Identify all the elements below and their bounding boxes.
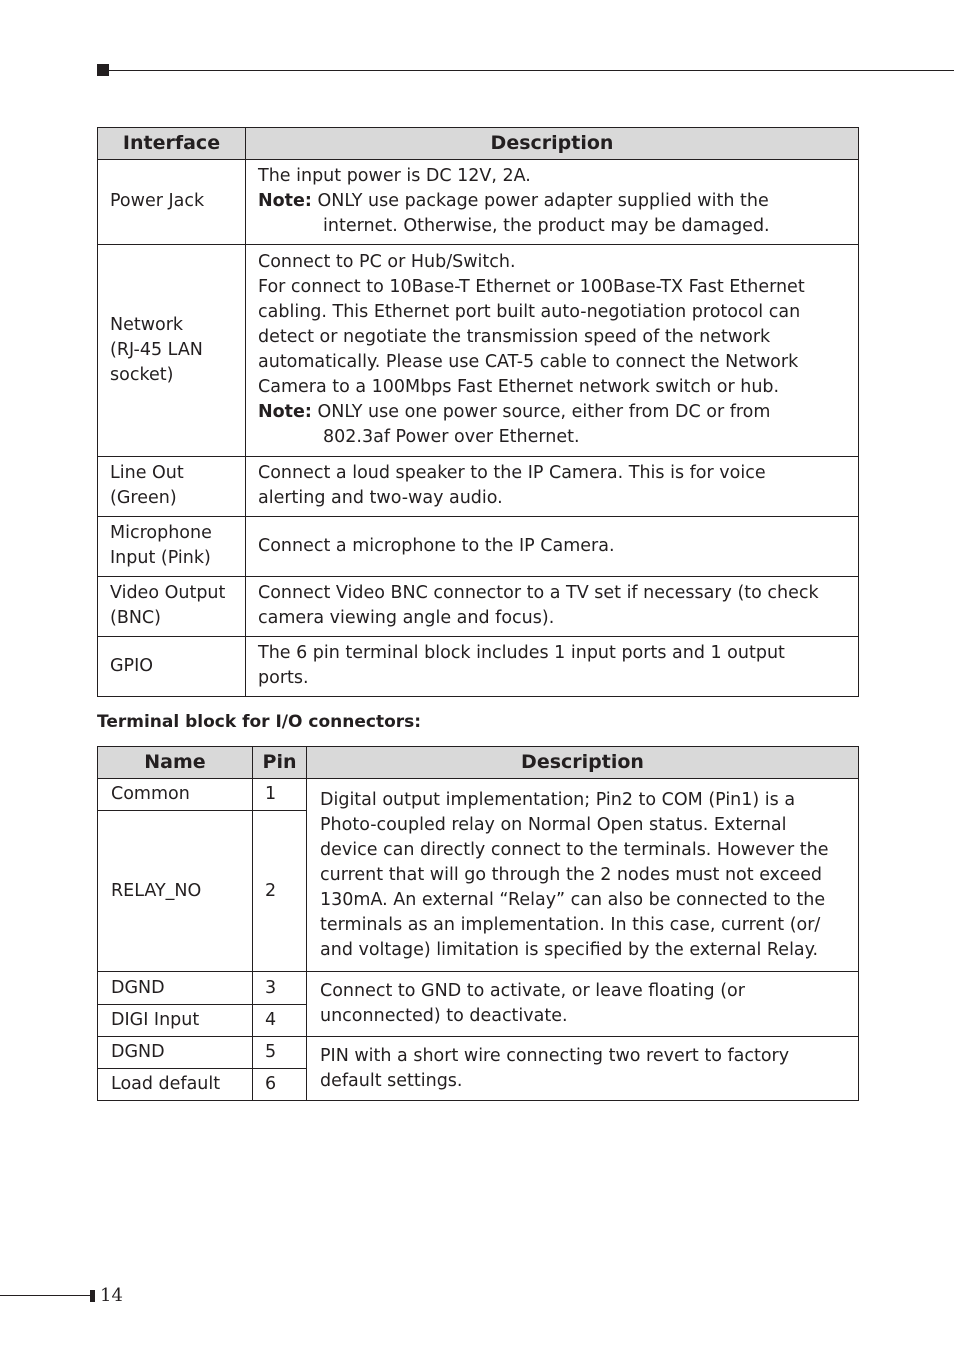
interface-description: [246, 245, 859, 457]
header-name: Name: [98, 747, 253, 779]
pin-number: 1: [253, 779, 307, 811]
table-row: [98, 577, 859, 637]
desc-line: Connect a microphone to the IP Camera.: [258, 535, 615, 556]
pin-number: 5: [253, 1037, 307, 1069]
desc-line: Photo-coupled relay on Normal Open status. External: [320, 814, 787, 835]
pin-description: [307, 972, 859, 1037]
interface-name: GPIO: [98, 637, 246, 697]
interface-table: [97, 127, 859, 697]
name-line: Network: [110, 314, 184, 335]
desc-line: automatically. Please use CAT-5 cable to connect the Network: [258, 352, 799, 372]
pin-number: 6: [253, 1069, 307, 1101]
desc-line: alerting and two-way audio.: [258, 488, 503, 508]
pin-number: 2: [253, 811, 307, 972]
pin-name: Common: [98, 779, 253, 811]
interface-name: [98, 577, 246, 637]
note-label: Note:: [258, 191, 312, 211]
name-line: Microphone: [110, 523, 212, 543]
table-header-row: [98, 747, 859, 779]
desc-line: camera viewing angle and focus).: [258, 608, 555, 628]
desc-line: Connect a loud speaker to the IP Camera. This is for voice: [258, 463, 766, 483]
desc-line: current that will go through the 2 nodes must not exceed: [320, 864, 822, 885]
note-line: [258, 189, 846, 214]
name-line: (BNC): [110, 608, 161, 628]
header-rule: [109, 70, 954, 71]
table-row: [98, 779, 859, 811]
note-label: Note:: [258, 402, 312, 422]
interface-description: [246, 457, 859, 517]
desc-line: ports.: [258, 668, 309, 688]
pin-name: DGND: [98, 1037, 253, 1069]
desc-line: device can directly connect to the terminals. However the: [320, 839, 829, 860]
desc-line: cabling. This Ethernet port built auto-negotiation protocol can: [258, 302, 801, 322]
desc-line: Digital output implementation; Pin2 to COM (Pin1) is a: [320, 789, 796, 810]
desc-line: For connect to 10Base-T Ethernet or 100Base-TX Fast Ethernet: [258, 277, 805, 297]
desc-line: 130mA. An external “Relay” can also be connected to the: [320, 889, 826, 910]
note-line: [258, 400, 846, 425]
desc-line: default settings.: [320, 1070, 463, 1091]
interface-description: [246, 577, 859, 637]
pin-name: DGND: [98, 972, 253, 1005]
note-text: ONLY use one power source, either from DC or from: [317, 402, 771, 422]
interface-description: [246, 637, 859, 697]
table-row: [98, 517, 859, 577]
page-number: 14: [100, 1285, 123, 1306]
desc-line: Camera to a 100Mbps Fast Ethernet network switch or hub.: [258, 377, 780, 397]
name-line: (RJ-45 LAN: [110, 339, 203, 360]
name-line: Input (Pink): [110, 548, 211, 568]
name-line: (Green): [110, 488, 177, 508]
pin-number: 3: [253, 972, 307, 1005]
pin-description: [307, 779, 859, 972]
pin-number: 4: [253, 1005, 307, 1037]
name-line: Line Out: [110, 463, 184, 483]
header-square-mark: [97, 64, 109, 76]
footer-bar-mark: [90, 1290, 95, 1302]
desc-line: Connect to GND to activate, or leave floating (or: [320, 981, 745, 1001]
header-description: Description: [246, 128, 859, 160]
terminal-block-table: [97, 746, 859, 1101]
table-row: [98, 245, 859, 457]
header-description: Description: [307, 747, 859, 779]
table-header-row: [98, 128, 859, 160]
note-continuation: 802.3af Power over Ethernet.: [323, 427, 580, 447]
header-interface: Interface: [98, 128, 246, 160]
table-row: [98, 637, 859, 697]
desc-line: The input power is DC 12V, 2A.: [258, 166, 531, 186]
desc-line: detect or negotiate the transmission speed of the network: [258, 327, 771, 347]
table-row: [98, 972, 859, 1005]
name-line: socket): [110, 364, 174, 385]
interface-name: [98, 517, 246, 577]
table-row: [98, 160, 859, 245]
desc-line: PIN with a short wire connecting two revert to factory: [320, 1045, 790, 1066]
interface-name: Power Jack: [98, 160, 246, 245]
desc-line: Connect to PC or Hub/Switch.: [258, 252, 516, 272]
desc-line: The 6 pin terminal block includes 1 input ports and 1 output: [258, 643, 785, 663]
footer-rule: [0, 1295, 90, 1296]
interface-name: [98, 245, 246, 457]
desc-line: and voltage) limitation is specified by the external Relay.: [320, 939, 819, 960]
section-title: Terminal block for I/O connectors:: [97, 712, 422, 732]
desc-line: Connect Video BNC connector to a TV set if necessary (to check: [258, 583, 819, 603]
pin-name: RELAY_NO: [98, 811, 253, 972]
interface-name: [98, 457, 246, 517]
pin-description: [307, 1037, 859, 1101]
header-pin: Pin: [253, 747, 307, 779]
interface-description: [246, 160, 859, 245]
table-row: [98, 457, 859, 517]
note-continuation: internet. Otherwise, the product may be damaged.: [323, 216, 770, 236]
note-text: ONLY use package power adapter supplied with the: [317, 191, 769, 211]
desc-line: unconnected) to deactivate.: [320, 1006, 568, 1026]
name-line: Video Output: [110, 583, 226, 603]
desc-line: terminals as an implementation. In this case, current (or/: [320, 914, 821, 935]
pin-name: DIGI Input: [98, 1005, 253, 1037]
interface-description: [246, 517, 859, 577]
pin-name: Load default: [98, 1069, 253, 1101]
table-row: [98, 1037, 859, 1069]
